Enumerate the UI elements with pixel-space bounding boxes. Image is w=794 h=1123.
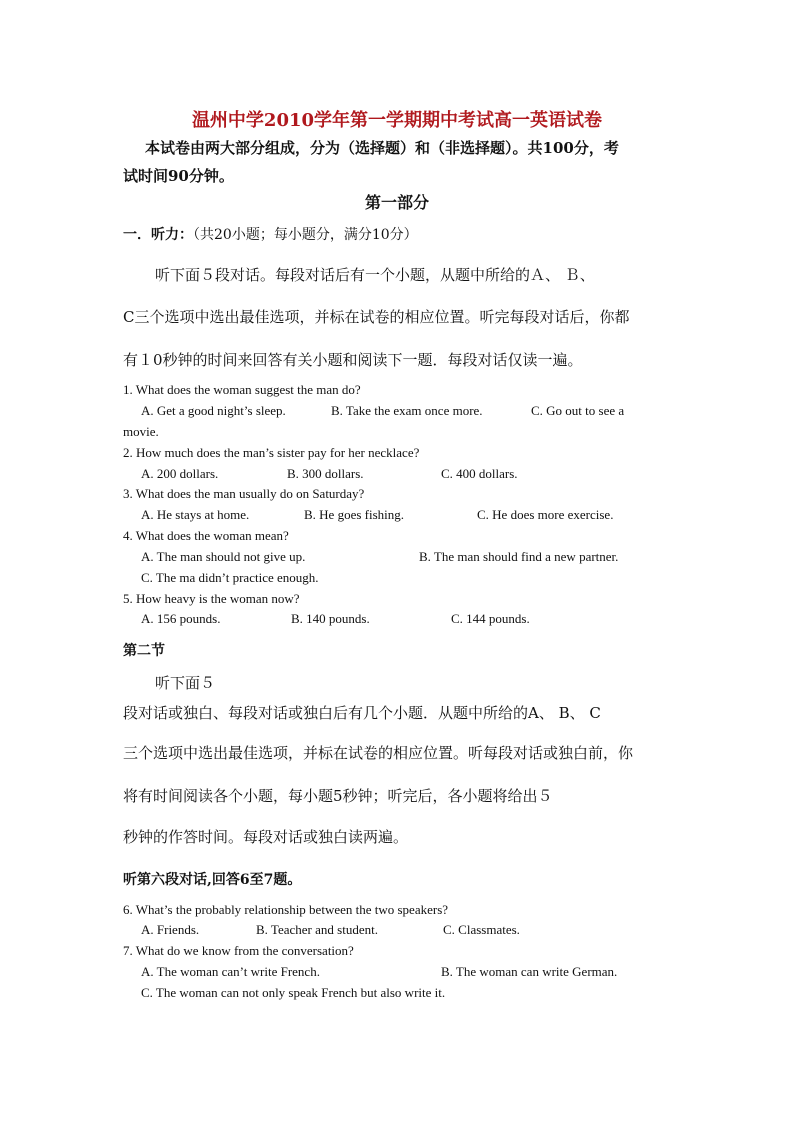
section-1-instruction-1: 听下面５段对话。每段对话后有一个小题，从题中所给的Ａ、 Ｂ、 bbox=[155, 266, 595, 284]
q4-option-c: C. The ma didn’t practice enough. bbox=[141, 570, 319, 585]
question-7: 7. What do we know from the conversation? bbox=[123, 943, 354, 958]
q1-option-b: B. Take the exam once more. bbox=[331, 403, 483, 418]
section-1-heading bbox=[123, 224, 418, 244]
dialogue-6-heading: 听第六段对话,回答6至7题。 bbox=[123, 872, 302, 888]
q4-option-a: A. The man should not give up. bbox=[141, 549, 306, 564]
q3-option-a: A. He stays at home. bbox=[141, 507, 250, 522]
q1-option-c-wrap: movie. bbox=[123, 424, 159, 439]
q4-option-b: B. The man should find a new partner. bbox=[419, 549, 619, 564]
section-2-instruction-3: 三个选项中选出最佳选项，并标在试卷的相应位置。听每段对话或独白前，你 bbox=[123, 744, 634, 762]
q7-option-a: A. The woman can’t write French. bbox=[141, 964, 320, 979]
q3-option-b: B. He goes fishing. bbox=[304, 507, 405, 522]
question-2: 2. How much does the man’s sister pay for her necklace? bbox=[123, 445, 420, 460]
section-1-label: 一．听力： bbox=[123, 227, 193, 243]
q2-option-a: A. 200 dollars. bbox=[141, 466, 219, 481]
intro-line-1: 本试卷由两大部分组成，分为（选择题）和（非选择题）。共100分，考 bbox=[145, 139, 619, 157]
question-4: 4. What does the woman mean? bbox=[123, 528, 289, 543]
q6-option-a: A. Friends. bbox=[141, 922, 200, 937]
q2-option-b: B. 300 dollars. bbox=[287, 466, 364, 481]
part-title: 第一部分 bbox=[364, 193, 429, 212]
question-3: 3. What does the man usually do on Saturday? bbox=[123, 486, 365, 501]
q5-option-a: A. 156 pounds. bbox=[141, 611, 221, 626]
q5-option-b: B. 140 pounds. bbox=[291, 611, 370, 626]
q7-option-c: C. The woman can not only speak French but also write it. bbox=[141, 985, 446, 1000]
section-2-instruction-5: 秒钟的作答时间。每段对话或独白读两遍。 bbox=[123, 828, 409, 846]
section-2-instruction-1: 听下面５ bbox=[155, 674, 216, 692]
q6-option-c: C. Classmates. bbox=[443, 922, 520, 937]
q5-option-c: C. 144 pounds. bbox=[451, 611, 530, 626]
q6-option-b: B. Teacher and student. bbox=[256, 922, 378, 937]
section-1-note: （共20小题；每小题分，满分10分） bbox=[193, 227, 418, 243]
question-5: 5. How heavy is the woman now? bbox=[123, 591, 300, 606]
question-6: 6. What’s the probably relationship between the two speakers? bbox=[123, 902, 449, 917]
section-1-instruction-3: 有１0秒钟的时间来回答有关小题和阅读下一题．每段对话仅读一遍。 bbox=[123, 351, 583, 369]
q1-option-c: C. Go out to see a bbox=[531, 403, 625, 418]
section-1-instruction-2: C三个选项中选出最佳选项，并标在试卷的相应位置。听完每段对话后，你都 bbox=[123, 308, 630, 326]
question-1: 1. What does the woman suggest the man do? bbox=[123, 382, 361, 397]
section-2-label: 第二节 bbox=[123, 643, 165, 659]
intro-line-2: 试时间90分钟。 bbox=[123, 167, 234, 185]
q2-option-c: C. 400 dollars. bbox=[441, 466, 518, 481]
q3-option-c: C. He does more exercise. bbox=[477, 507, 614, 522]
section-2-instruction-4: 将有时间阅读各个小题，每小题5秒钟；听完后，各小题将给出５ bbox=[123, 787, 553, 805]
q1-option-a: A. Get a good night’s sleep. bbox=[141, 403, 286, 418]
section-2-instruction-2: 段对话或独白、每段对话或独白后有几个小题．从题中所给的A、 B、 C bbox=[123, 704, 601, 722]
exam-title: 温州中学2010学年第一学期期中考试高一英语试卷 bbox=[191, 110, 603, 131]
q7-option-b: B. The woman can write German. bbox=[441, 964, 618, 979]
